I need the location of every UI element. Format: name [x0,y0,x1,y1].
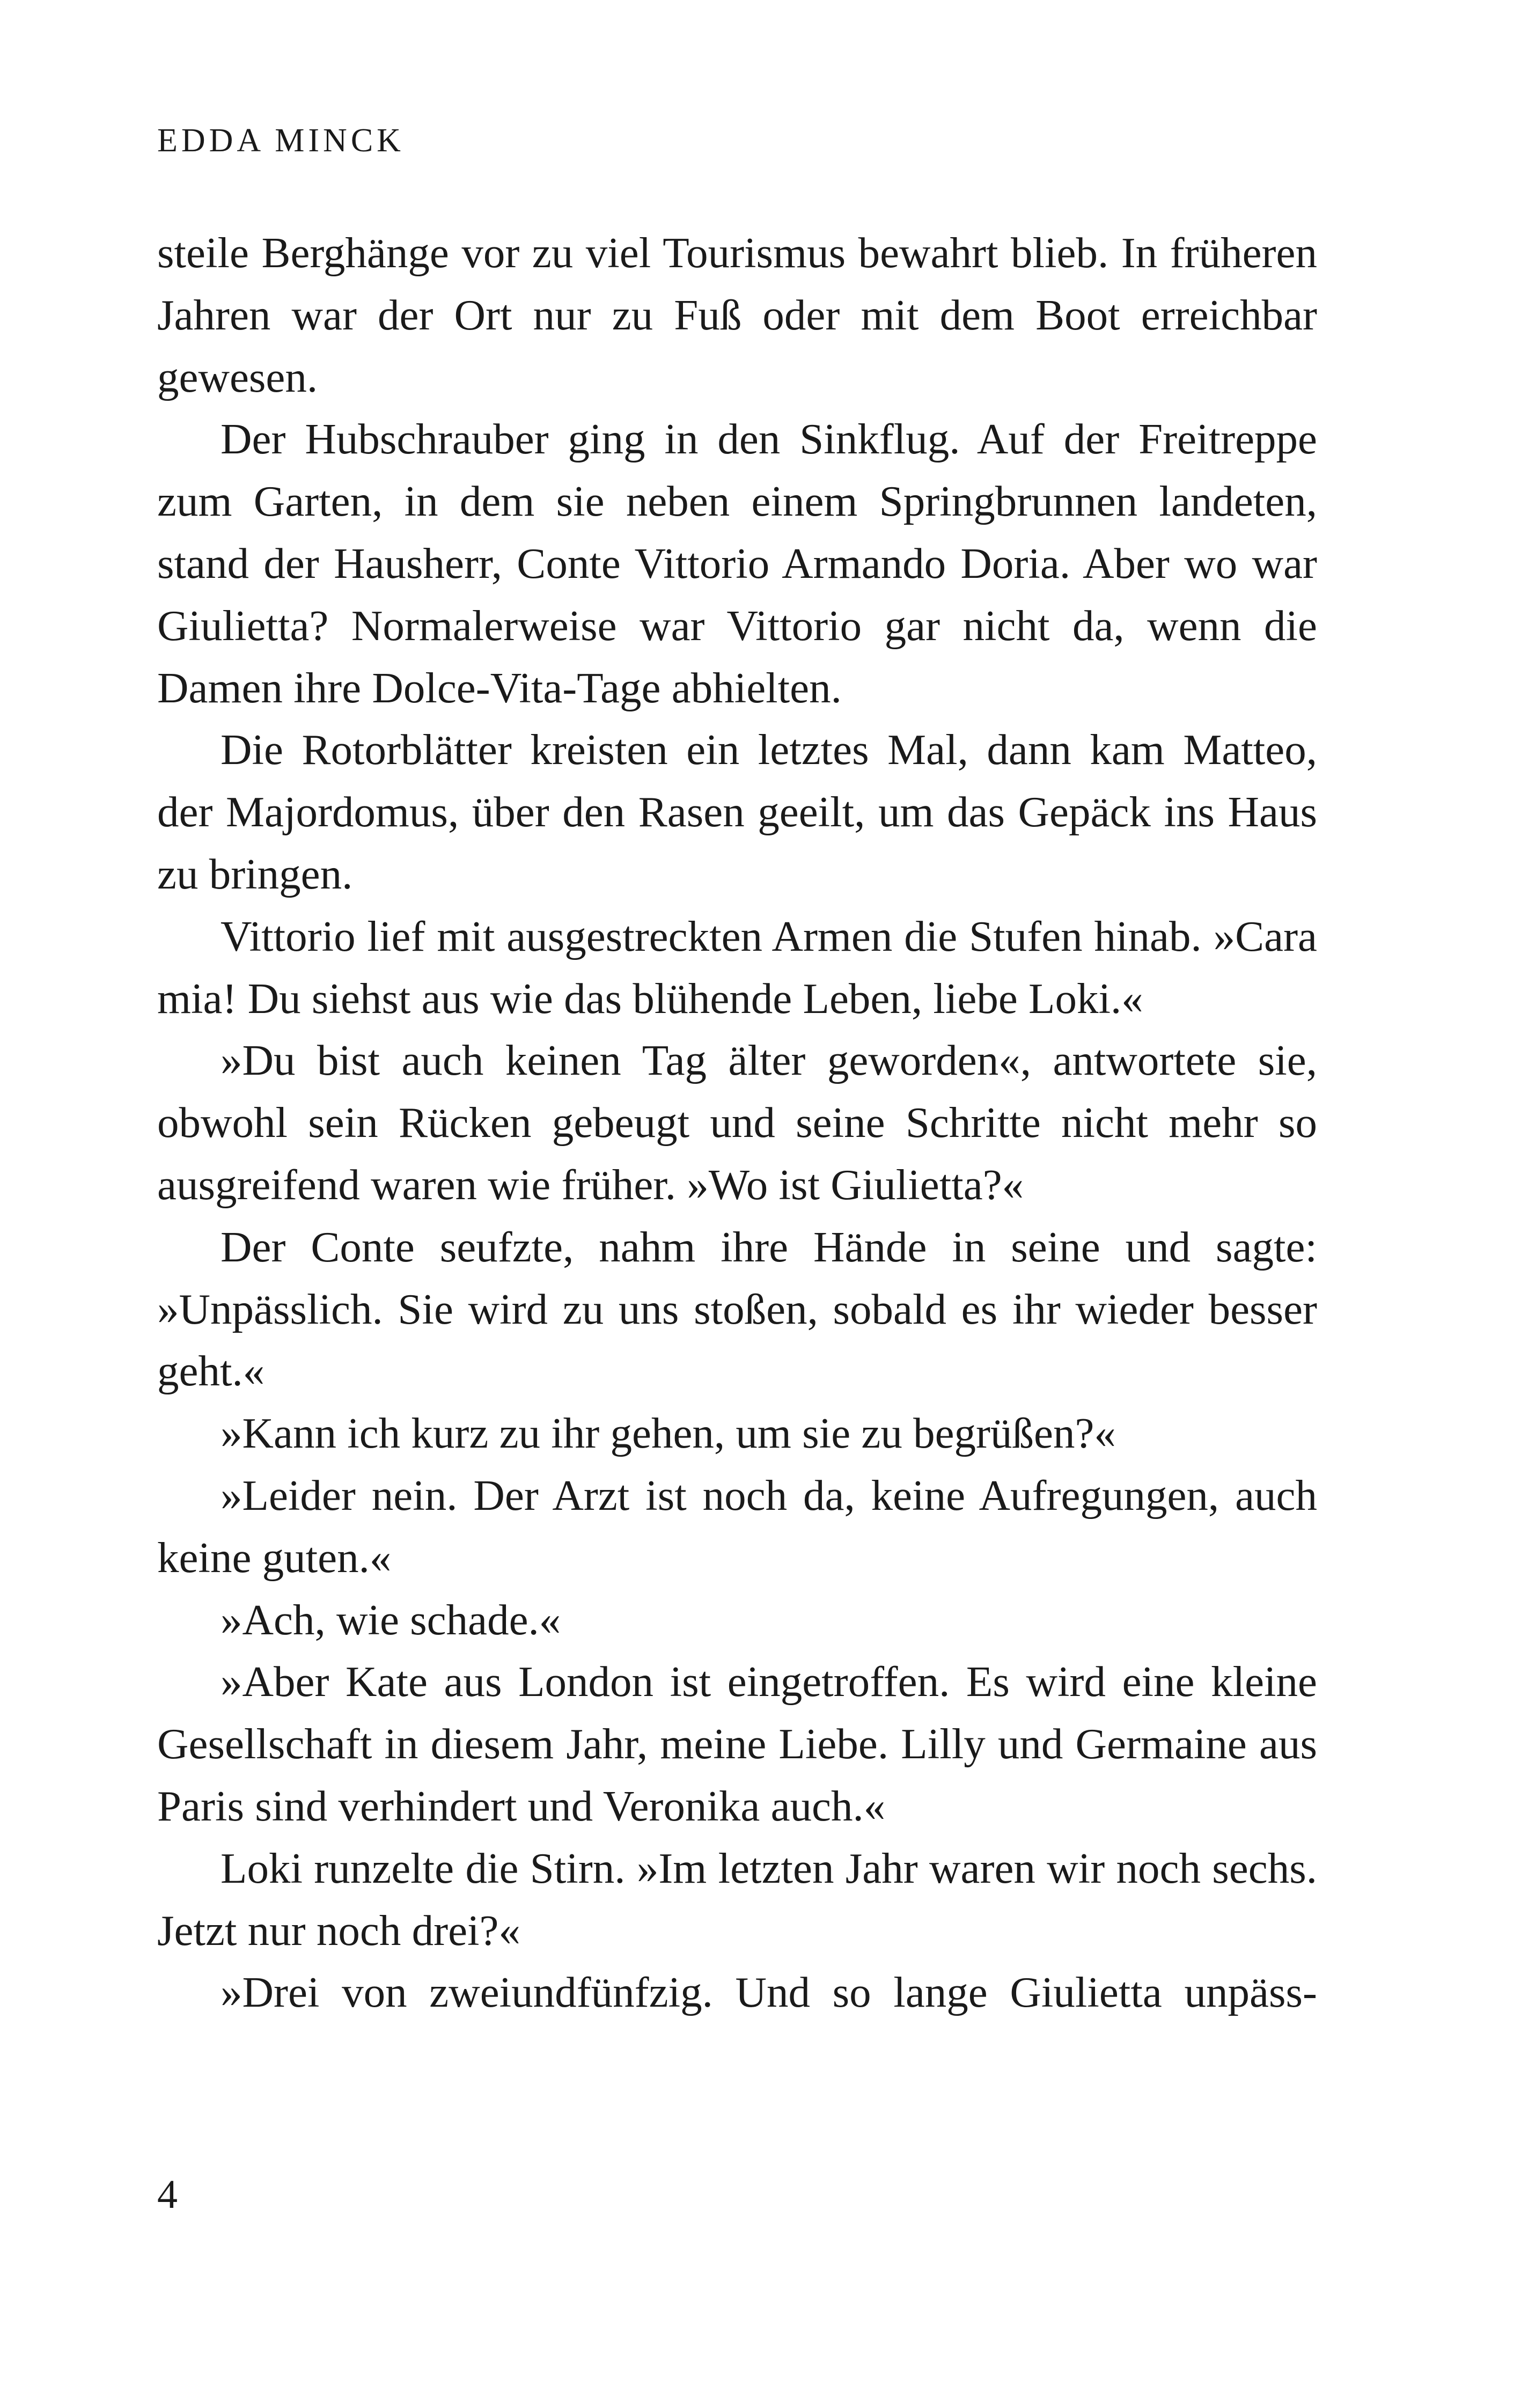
paragraph: Die Rotorblätter kreisten ein letztes Mal, dann kam Matteo, der Majordomus, über den Rasen geeilt, um das Gepäck ins Haus zu bringen. [157,725,1317,898]
paragraph: »Leider nein. Der Arzt ist noch da, keine Aufregungen, auch keine guten.« [157,1471,1317,1582]
paragraph: steile Berghänge vor zu viel Tourismus bewahrt blieb. In früheren Jahren war der Ort nur zu Fuß oder mit dem Boot erreichbar gewesen. [157,229,1317,401]
paragraph: Vittorio lief mit ausgestreckten Armen die Stufen hinab. »Cara mia! Du siehst aus wie das blühende Leben, liebe Loki.« [157,912,1317,1023]
paragraph: Der Conte seufzte, nahm ihre Hände in seine und sagte: »Unpässlich. Sie wird zu uns stoßen, sobald es ihr wieder besser geht.« [157,1222,1317,1396]
paragraph-continued: »Drei von zweiundfünfzig. Und so lange Giulietta unpäss- [221,1968,1317,2017]
paragraph: »Kann ich kurz zu ihr gehen, um sie zu begrüßen?« [221,1409,1116,1458]
running-head-author: EDDA MINCK [157,122,405,159]
paragraph: Der Hubschrauber ging in den Sinkflug. Auf der Freitreppe zum Garten, in dem sie neben einem Springbrunnen landeten, stand der Hausherr, Conte Vittorio Armando Doria. Aber wo war Giulietta? Normalerweise war Vittorio gar nicht da, wenn die Damen ihre Dolce-Vita-Tage abhielten. [157,415,1317,712]
body-text [157,222,1317,2024]
paragraph: »Du bist auch keinen Tag älter geworden«, antwortete sie, obwohl sein Rücken gebeugt und seine Schritte nicht mehr so ausgreifend waren wie früher. »Wo ist Giulietta?« [157,1036,1317,1209]
paragraph: Loki runzelte die Stirn. »Im letzten Jahr waren wir noch sechs. Jetzt nur noch drei?« [157,1844,1317,1955]
paragraph: »Ach, wie schade.« [221,1595,561,1644]
page-number: 4 [157,2172,178,2217]
paragraph: »Aber Kate aus London ist eingetroffen. Es wird eine kleine Gesellschaft in diesem Jahr, meine Liebe. Lilly und Germaine aus Paris sind verhindert und Veronika auch.« [157,1657,1317,1830]
